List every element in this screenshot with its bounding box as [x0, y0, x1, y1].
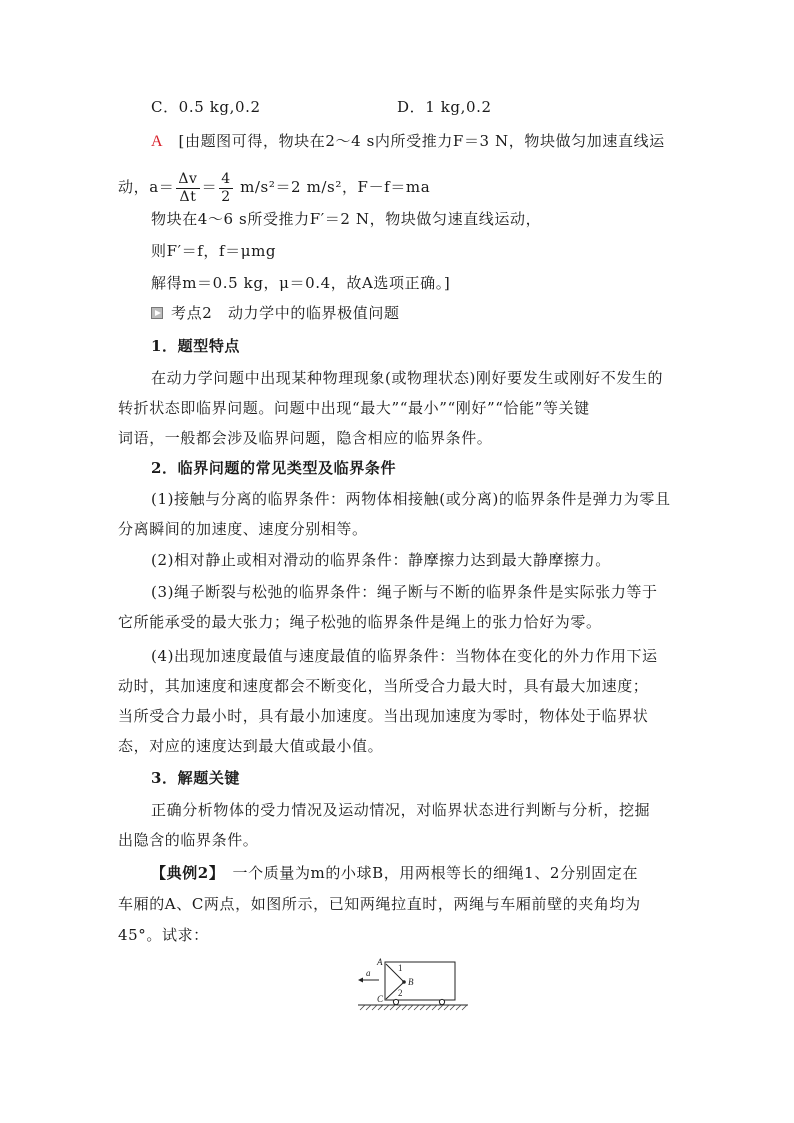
- condition-4-line-2: 动时，其加速度和速度都会不断变化，当所受合力最大时，具有最大加速度；: [118, 677, 649, 695]
- answer-line-2-suffix: m/s²＝2 m/s²，F－f＝ma: [234, 178, 431, 196]
- option-c: C．0.5 kg,0.2: [151, 98, 261, 116]
- cart-wheel-left: [393, 999, 398, 1004]
- answer-line-1: [151, 131, 665, 152]
- label-A: A: [377, 957, 383, 967]
- paragraph-1-line-3: 词语，一般都会涉及临界问题，隐含相应的临界条件。: [118, 429, 493, 447]
- condition-3-line-2: 它所能承受的最大张力；绳子松弛的临界条件是绳上的张力恰好为零。: [118, 613, 602, 631]
- example-line-1: [151, 863, 638, 883]
- label-2: 2: [398, 988, 403, 998]
- cart-wheel-right: [439, 999, 444, 1004]
- section-heading: [151, 303, 400, 323]
- example-line-2: 车厢的A、C两点，如图所示，已知两绳拉直时，两绳与车厢前壁的夹角均为: [118, 895, 641, 913]
- condition-4-line-3: 当所受合力最小时，具有最小加速度。当出现加速度为零时，物体处于临界状: [118, 707, 649, 725]
- play-triangle-icon: [151, 307, 163, 319]
- acceleration-arrow-head: [358, 978, 363, 983]
- cart-figure: [350, 955, 475, 1015]
- label-B: B: [408, 977, 414, 987]
- paragraph-3-line-1: 正确分析物体的受力情况及运动情况，对临界状态进行判断与分析，挖掘: [151, 801, 651, 819]
- label-a: a: [366, 968, 371, 978]
- ball-b: [402, 980, 406, 984]
- equals-sign: ＝: [201, 178, 218, 196]
- label-1: 1: [398, 963, 403, 973]
- subheading-3: 3．解题关键: [151, 769, 241, 787]
- answer-line-2: [118, 167, 430, 207]
- fraction-dv: Δv: [178, 170, 198, 187]
- example-line-3: 45°。试求：: [118, 926, 209, 944]
- label-C: C: [377, 994, 384, 1004]
- option-d: D．1 kg,0.2: [397, 98, 492, 116]
- answer-line-5: 解得m＝0.5 kg，μ＝0.4，故A选项正确。]: [151, 274, 451, 292]
- example-text-1: 一个质量为m的小球B，用两根等长的细绳1、2分别固定在: [216, 864, 639, 882]
- paragraph-1-line-2: 转折状态即临界问题。问题中出现“最大”“最小”“刚好”“恰能”等关键: [118, 399, 590, 417]
- fraction-4-2: [219, 171, 233, 206]
- subheading-2: 2．临界问题的常见类型及临界条件: [151, 459, 397, 477]
- answer-line-4: 则F′＝f，f＝μmg: [151, 242, 277, 260]
- condition-4-line-1: (4)出现加速度最值与速度最值的临界条件：当物体在变化的外力作用下运: [151, 647, 658, 665]
- example-label: 【典例2】: [151, 864, 217, 882]
- condition-4-line-4: 态，对应的速度达到最大值或最小值。: [118, 737, 384, 755]
- fraction-dt: Δt: [179, 188, 197, 205]
- fraction-4: 4: [221, 170, 231, 187]
- paragraph-3-line-2: 出隐含的临界条件。: [118, 831, 259, 849]
- condition-1-line-1: (1)接触与分离的临界条件：两物体相接触(或分离)的临界条件是弹力为零且: [151, 490, 671, 508]
- ground-hatching: [360, 1005, 467, 1010]
- answer-text-1: [由题图可得，物块在2～4 s内所受推力F＝3 N，物块做匀加速直线运: [178, 132, 665, 150]
- fraction-2: 2: [221, 188, 231, 205]
- answer-line-2-prefix: 动，a＝: [118, 178, 175, 196]
- condition-3-line-1: (3)绳子断裂与松弛的临界条件：绳子断与不断的临界条件是实际张力等于: [151, 583, 658, 601]
- answer-letter: A: [151, 133, 164, 150]
- condition-2-line-1: (2)相对静止或相对滑动的临界条件：静摩擦力达到最大静摩擦力。: [151, 551, 611, 569]
- condition-1-line-2: 分离瞬间的加速度、速度分别相等。: [118, 520, 368, 538]
- fraction-dv-dt: [176, 171, 199, 206]
- subheading-1: 1．题型特点: [151, 337, 241, 355]
- paragraph-1-line-1: 在动力学问题中出现某种物理现象(或物理状态)刚好要发生或刚好不发生的: [151, 369, 664, 387]
- cart-body: [385, 962, 455, 1000]
- answer-line-3: 物块在4～6 s所受推力F′＝2 N，物块做匀速直线运动，: [151, 210, 542, 228]
- section-heading-text: 考点2 动力学中的临界极值问题: [171, 304, 400, 322]
